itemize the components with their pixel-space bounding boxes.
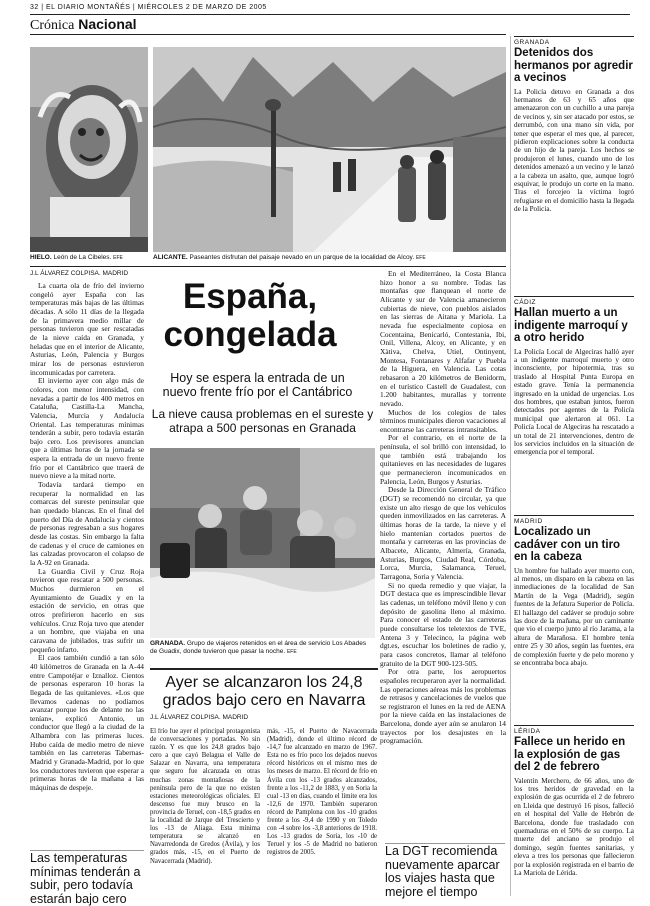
brief-body: Un hombre fue hallado ayer muerto con, al menos, un disparo en la cabeza en las inmediaciones de la localidad de San Martín de la Vega (Madrid), según fuentes de la Jefatura Superior de Policía. El hallazgo del cadáver se produjo sobre las doce de la mañana, por un caminante que vio el cuerpo junto al río Jarama, a la altura de Marañosa. El hombre tenía entre 25 y 30 años, según las fuentes, era de complexión fuerte y de pelo moreno y se encontraba boca abajo. [514,566,634,667]
main-byline: J.L ÁLVAREZ COLPISA. MADRID [30,270,129,277]
pullquote-dgt: La DGT recomienda nuevamente aparcar los viajes hasta que mejore el tiempo [385,844,500,899]
header-rule [30,14,630,15]
navarra-byline: J.L ÁLVAREZ COLPISA. MADRID [150,714,249,721]
brief-lerida [514,725,634,895]
photo-snowy-park [153,47,506,252]
caption-lion-label: HIELO. [30,254,52,261]
byline-rule [30,266,506,267]
caption-alicante-text: Paseantes disfrutan del paisaje nevado en un parque de la localidad de Alcoy. [189,254,415,261]
caption-granada-credit: EFE [286,649,297,655]
navarra-box [150,668,378,898]
main-paragraph: El caos también cundió a tan sólo 40 kilómetros de Granada en la A-44 entre Campotéjar e Iznalloz. Cientos de personas esperaron 10 horas la llegada de las quitanieves. «Los que llevamos cadenas no podíamos avanzar porque los de delante no las tenían», explicó Antonio, un conductor que llegó a la ciudad de la Alhambra con las primeras luces. Hubo caída de medio metro de nieve también en las carreteras Tabernas-Madrid y Granada-Madrid, por lo que los conductores tuvieron que esperar a primeras horas de la mañana a las máquinas de despeje. [30,653,144,793]
section-title-light: Crónica [30,18,75,33]
caption-alicante-label: ALICANTE. [153,254,188,261]
brief-rule [514,296,634,297]
snowy-park-illustration [153,47,506,252]
main-paragraph: Por el contrario, en el norte de la península, el sol brilló con intensidad, lo que también está trabajando los quitanieves en las necesidades de lugares que permanecieron incomunicados en Palencia, León, Burgos y Asturias. [380,433,506,486]
main-paragraph: Desde la Dirección General de Tráfico (DGT) se recomendó no circular, ya que existe un alto riesgo de que los vehículos queden inmovilizados en las carreteras. A últimas horas de la tarde, la nieve y el hielo mantenían cortados puertos de montaña y carreteras en las provincias de Albacete, Alicante, Almería, Granada, Asturias, Burgos, Ciudad Real, Córdoba, Lorca, Murcia, Salamanca, Teruel, Tarragona, Soria y Valencia. [380,485,506,581]
brief-body: La Policía detuvo en Granada a dos hermanos de 63 y 65 años que amenazaron con un cuchillo a una pareja de vecinos y, sin ser atacado por estos, se derrumbó, con una mano sin vida, por tener que esperar el mes que, al parecer, pidieron explicaciones sobre la conducta de un hijo de la pareja. Los hechos se produjeron el lunes, cuando uno de los detenidos amenazó a un vecino y le lanzó a la cabeza un asalto, que, aunque logró esquivar, le produjo un corte en la mano. Tras el forcejeo la víctima logró refugiarse en el domicilio hasta la llegada de la Policía. [514,87,634,214]
main-deck-2: La nieve causa problemas en el sureste y atrapa a 500 personas en Granada [151,407,374,435]
main-paragraph: Por otra parte, los aeropuertos españoles recuperaron ayer la normalidad. Las operaciones aéreas más los problemas de retrasos y cancelaciones de vuelos que se registraron el lunes en la red de AENA por la nieve caída en las instalaciones de Barcelona, donde ayer aún se anularon 14 trayectos por los desajustes en la programación. [380,667,506,746]
section-rule [30,34,506,35]
main-paragraph: Muchos de los colegios de tales términos municipales dieron vacaciones al encontrarse las carreteras intransitables. [380,407,506,434]
caption-alicante [153,254,508,262]
brief-rule [514,515,634,516]
brief-tag: GRANADA [514,39,550,46]
main-article-column-1 [30,282,144,847]
brief-headline: Hallan muerto a un indigente marroquí y a otro herido [514,307,628,344]
caption-granada-text: Grupo de viajeros retenidos en el área de servicio Los Abades de Guadix, donde tuvieron que pasar la noche. [150,640,367,655]
caption-granada [150,640,375,656]
main-deck-1: Hoy se espera la entrada de un nuevo frente frío por el Cantábrico [162,371,353,399]
brief-body: La Policía Local de Algeciras halló ayer a un indigente marroquí muerto y otro inconsciente, por hipotermia, tras su traslado al Hospital Punta Europa en estado grave. Tenía la permanencia ingresado en la unidad de urgencias. Los dos hombres, que estaban juntos, fueron detectados por agentes de la Policía municipal que alertaron al 061. La Policía Local de Algeciras ha rescatado a un total de 21 intervenciones, dentro de los servicios incluidos en la situación de emergencia por el temporal. [514,347,634,457]
section-title [30,16,137,34]
caption-lion-text: León de La Cibeles. [53,254,112,261]
page-folio: 32 | EL DIARIO MONTAÑÉS | MIÉRCOLES 2 DE MARZO DE 2005 [30,4,267,11]
main-article-column-2 [380,270,506,840]
main-paragraph: En el Mediterráneo, la Costa Blanca hizo honor a su nombre. Todas las montañas que flanquean el norte de Alicante y sur de Valencia amanecieron cubiertas de nieve, con pueblos aislados en las sierras de Aitana y Mariola. La nevada fue especialmente copiosa en Cocentaina, Benicarló, Contestania, Ibi, Onil, Villena, Alcoy, en Alicante, y en Xàtiva, Chelva, Utiel, Ontinyent, Montesa, Fontanares y Alfafar y Puebla de la Higuera, en Valencia. Las cotas rebasaron a 20 kilómetros de Benidorm, en el turístico Castell de Guadalest, con 1.200 habitantes, murallas y torrente nevado. [380,270,506,408]
navarra-column-2: más, -15, el Puerto de Navacerrada (Madrid), donde el último récord de -14,7 fue alcanzado en marzo de 1967. Esta no es frío poco los dejados nuevos récord históricos en el mismo mes de los meses de marzo. El récord de frío en Ávila con los -13 grados alcanzados, frente a los -11,2 de 1883, y en Soria la cual -13 en días, cuando el límite era los -12,6 de 1970. También superaron récord de Pamplona con los -10 grados frente a los -9,4 de 1990 y en Toledo con -4 sobre los -3,8 anteriores de 1918. Los -13 grados de Soria, los -10 de Teruel y los -5 de Madrid no batieron registros de 2005. [267,728,377,857]
main-paragraph: Todavía tardará tiempo en recuperar la normalidad en las comarcas del sureste peninsular que han quedado blancas. En el final del puerto del Día de Andalucía y cientos de personas regresaban a sus hogares desde las costas. Sin embargo la falta de cadenas y el cruce de camiones en las calzadas provocaron el colapso de la A-92 en Granada. [30,480,144,567]
brief-tag: MADRID [514,518,543,525]
main-paragraph: La cuarta ola de frío del invierno congeló ayer España con las temperaturas más bajas de las últimas décadas. A sólo 11 días de la llegada de la primavera medio millar de personas tuvieron que ser rescatadas de la nieve caída en Granada, y heladas que en el interior de Alicante, Asturias, León, Palencia y Burgos mirar los de personas estuvieron incomunicadas por carretera. [30,282,144,377]
navarra-headline: Ayer se alcanzaron los 24,8 grados bajo cero en Navarra [162,674,366,709]
brief-tag: LÉRIDA [514,728,541,735]
main-headline [150,278,350,354]
brief-body: Valentín Merchero, de 66 años, uno de los tres heridos de gravedad en la explosión de gas ocurrida el 2 de febrero en Lleida que destruyó 16 pisos, falleció en el hospital del Valle de Hebrón de Barcelona, donde fue trasladado con quemaduras en el 50% de su cuerpo. La muerte del anciano se produjo el domingo, según fuentes sanitarias, y eleva a tres los personas que fallecieron por la explosión registrada en el barrio de La Mariola de Lérida. [514,776,634,877]
brief-tag: CÁDIZ [514,299,536,306]
travellers-illustration [150,448,375,638]
photo-lion-statue [30,47,148,252]
brief-rule [514,725,634,726]
photo-travellers [150,448,375,638]
brief-cadiz [514,296,634,498]
headline-line-1: España, [182,277,318,316]
main-paragraph: El invierno ayer con algo más de colores, con menor intensidad, con nevadas a partir de los 400 metros en Cataluña, Castilla-La Mancha, Valencia, Murcia y Andalucía Oriental. Las temperaturas mínimas tenderán a subir, pero todavía estarán bajo cero. Los previsores anuncian que a últimas horas de la jornada se espera la entrada de un nuevo frente frío por el Cantábrico que traerá de nuevo nieve a la mitad norte. [30,376,144,481]
caption-lion [30,254,152,262]
navarra-column-1: El frío fue ayer el principal protagonista de conversaciones y portadas. No sin razón. Y es que los 24,8 grados bajo cero a que cayó Belagua el Valle de Salazar en Navarra, una temperatura que seguro fue alcanzada en otras muchas zonas montañosas de la península pero de la que no existen estaciones meteorológicas oficiales. El descenso fue muy brusco en la provincia de Teruel, con -18,5 grados en la localidad de Jarque del Trescierto y los -13 de Aliaga. Esta mínima temperatura se alcanzó en Navarredonda de Gredos (Ávila), y los grados más, -15, en el Puerto de Navacerrada (Madrid). [150,728,260,865]
main-paragraph: Si no queda remedio y que viajar, la DGT destaca que es imprescindible llevar las cadenas, un teléfono móvil lleno y con depósito de gasolina lleno al máximo. Para conocer el estado de las carreteras puede consultarse los teletextos de TVE, Antena 3 y Telecinco, la página web dgt.es, escuchar los boletines de radio y, para casos concretos, llamar al teléfono gratuito de la DGT 900-123-505. [380,580,506,668]
main-paragraph: La Guardia Civil y Cruz Roja tuvieron que rescatar a 500 personas. Muchos durmieron en el Ayuntamiento de Guadix y en la estación de servicio, en otras que otros prefirieron hacerlo en sus vehículos. Cruz Roja tuvo que atender a un hombre, que viajaba en una caravana de jubilados, tras sufrir un pequeño infarto. [30,566,144,654]
brief-headline: Detenidos dos hermanos por agredir a vecinos [514,47,633,84]
brief-headline: Localizado un cadáver con un tiro en la cabeza [514,526,621,563]
pullquote-temperatures: Las temperaturas mínimas tenderán a subir, pero todavía estarán bajo cero [30,851,141,906]
section-title-bold: Nacional [78,16,137,32]
brief-granada [514,36,634,248]
brief-madrid [514,515,634,712]
caption-granada-label: GRANADA. [150,640,186,647]
lion-statue-illustration [30,47,148,252]
headline-line-2: congelada [163,315,337,354]
caption-alicante-credit: EFE [415,255,426,261]
brief-rule [514,36,634,37]
sidebar-divider [510,36,511,896]
brief-headline: Fallece un herido en la explosión de gas del 2 de febrero [514,736,626,773]
caption-lion-credit: EFE [113,255,123,261]
